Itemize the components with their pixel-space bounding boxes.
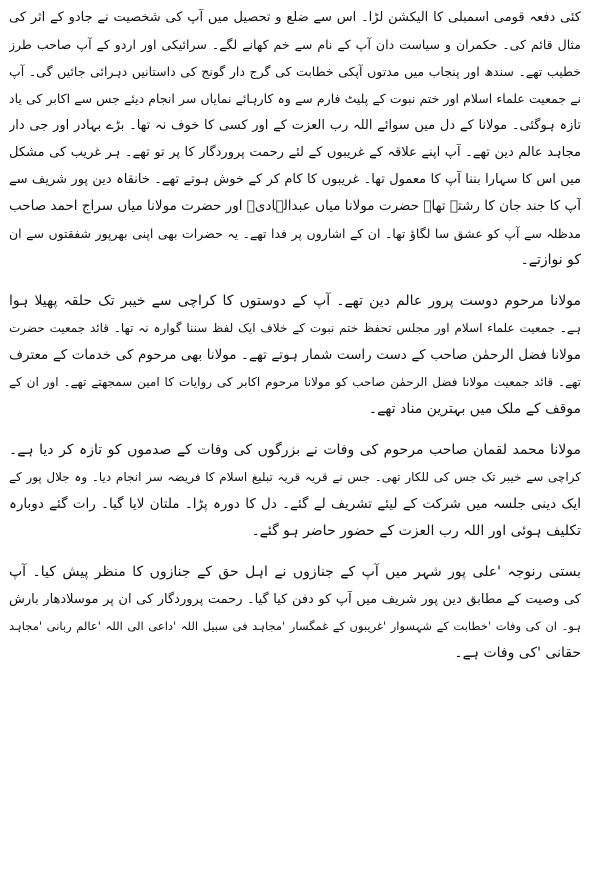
text-line: کئی دفعہ قومی اسمبلی کا الیکشن لڑا۔ اس سے ضلع و تحصیل میں آپ کی شخصیت نے جادو کے اثر کی (9, 10, 581, 25)
text-line: مثال قائم کی۔ حکمران و سیاست دان آپ کے نام سے خم کھانے لگے۔ سرائیکی اور اردو کے آپ صاحب طرز (9, 37, 581, 52)
paragraph-2 (9, 288, 581, 423)
text-line: کی وصیت کے مطابق دین پور شریف میں آپ کو دفن کیا گیا۔ رحمت پروردگار کی ان پر موسلادھار بارش (9, 592, 581, 607)
text-line: ہے۔ جمعیت علماء اسلام اور مجلس تحفظ ختم نبوت کے خلاف ایک لفظ سننا گوارہ نہ تھا۔ قائد جمعیت حضرت (9, 321, 581, 335)
text-line: حقانی 'کی وفات ہے۔ (454, 645, 581, 661)
text-line: ایک دینی جلسہ میں شرکت کے لیئے تشریف لے گئے۔ دل کا دورہ پڑا۔ ملتان لایا گیا۔ رات گئے دوبارہ (9, 496, 581, 512)
text-line: ہو۔ ان کی وفات 'خطابت کے شہسوار 'غریبوں کے غمگسار 'مجاہد فی سبیل اللہ 'داعی الی اللہ 'عالم ربانی 'مجاہد (9, 619, 581, 633)
text-line: مولانا مرحوم دوست پرور عالم دین تھے۔ آپ کے دوستوں کا کراچی سے خیبر تک حلقہ پھیلا ہوا (9, 293, 581, 309)
paragraph-3 (9, 437, 581, 545)
text-line: تکلیف ہوئی اور اللہ رب العزت کے حضور حاضر ہو گئے۔ (251, 523, 581, 539)
text-line: مجاہد عالم دین تھے۔ آپ اپنے علاقہ کے غریبوں کے لئے رحمت پروردگار کا پر تو تھے۔ ہر غریب کی مشکل (9, 145, 581, 160)
text-line: تازہ ہوگئی۔ مولانا کے دل میں سوائے اللہ رب العزت کے اور کسی کا خوف نہ تھا۔ بڑے بہادر اور جی دار (9, 118, 581, 133)
paragraph-4 (9, 559, 581, 667)
paragraph-1 (9, 4, 581, 274)
text-line: میں اس کا سہارا بننا آپ کا معمول تھا۔ غریبوں کا کام کر کے خوش ہوتے تھے۔ خانقاہ دین پور شریف سے (9, 172, 581, 187)
text-line: کراچی سے خیبر تک جس کی للکار تھی۔ جس نے قریہ قریہ تبلیغ اسلام کا فریضہ سر انجام دیا۔ وہ جلال پور کے (9, 470, 581, 484)
text-line: خطیب تھے۔ سندھ اور پنجاب میں مدتوں آپکی خطابت کی گرج دار گونج کی داستانیں دہرائی جائیں گی۔ آپ (9, 64, 581, 79)
text-line: موقف کے ملک میں بہترین مناد تھے۔ (368, 401, 581, 417)
text-line: آپ کا جند جان کا رشتہ تھا۔ حضرت مولانا میاں عبدالہادیؒ اور حضرت مولانا میاں سراج احمد صاحب (9, 198, 581, 214)
text-line: تھے۔ قائد جمعیت مولانا فضل الرحمٰن صاحب کو مولانا مرحوم اکابر کی روایات کا امین سمجھتے تھے۔ اور ان کے (9, 375, 581, 389)
text-line: مولانا فضل الرحمٰن صاحب کے دست راست شمار ہوتے تھے۔ مولانا بھی مرحوم کی خدمات کے معترف (9, 347, 581, 363)
text-line: مدظلہ سے آپ کو عشق سا لگاؤ تھا۔ ان کے اشاروں پر فدا تھے۔ یہ حضرات بھی اپنی بھرپور شفقتوں سے ان (9, 226, 581, 241)
text-line: مولانا محمد لقمان صاحب مرحوم کی وفات نے بزرگوں کی وفات کے صدموں کو تازہ کر دیا ہے۔ (9, 442, 581, 458)
text-line: کو نوازتے۔ (520, 252, 581, 268)
text-line: نے جمعیت علماء اسلام اور ختم نبوت کے پلیٹ فارم سے وہ کارہائے نمایاں سر انجام دیئے جس سے اکابر کی یاد (9, 91, 581, 106)
text-line: بستی رنوجہ 'علی پور شہر میں آپ کے جنازوں نے اہل حق کے جنازوں کا منظر پیش کیا۔ آپ (9, 564, 581, 580)
